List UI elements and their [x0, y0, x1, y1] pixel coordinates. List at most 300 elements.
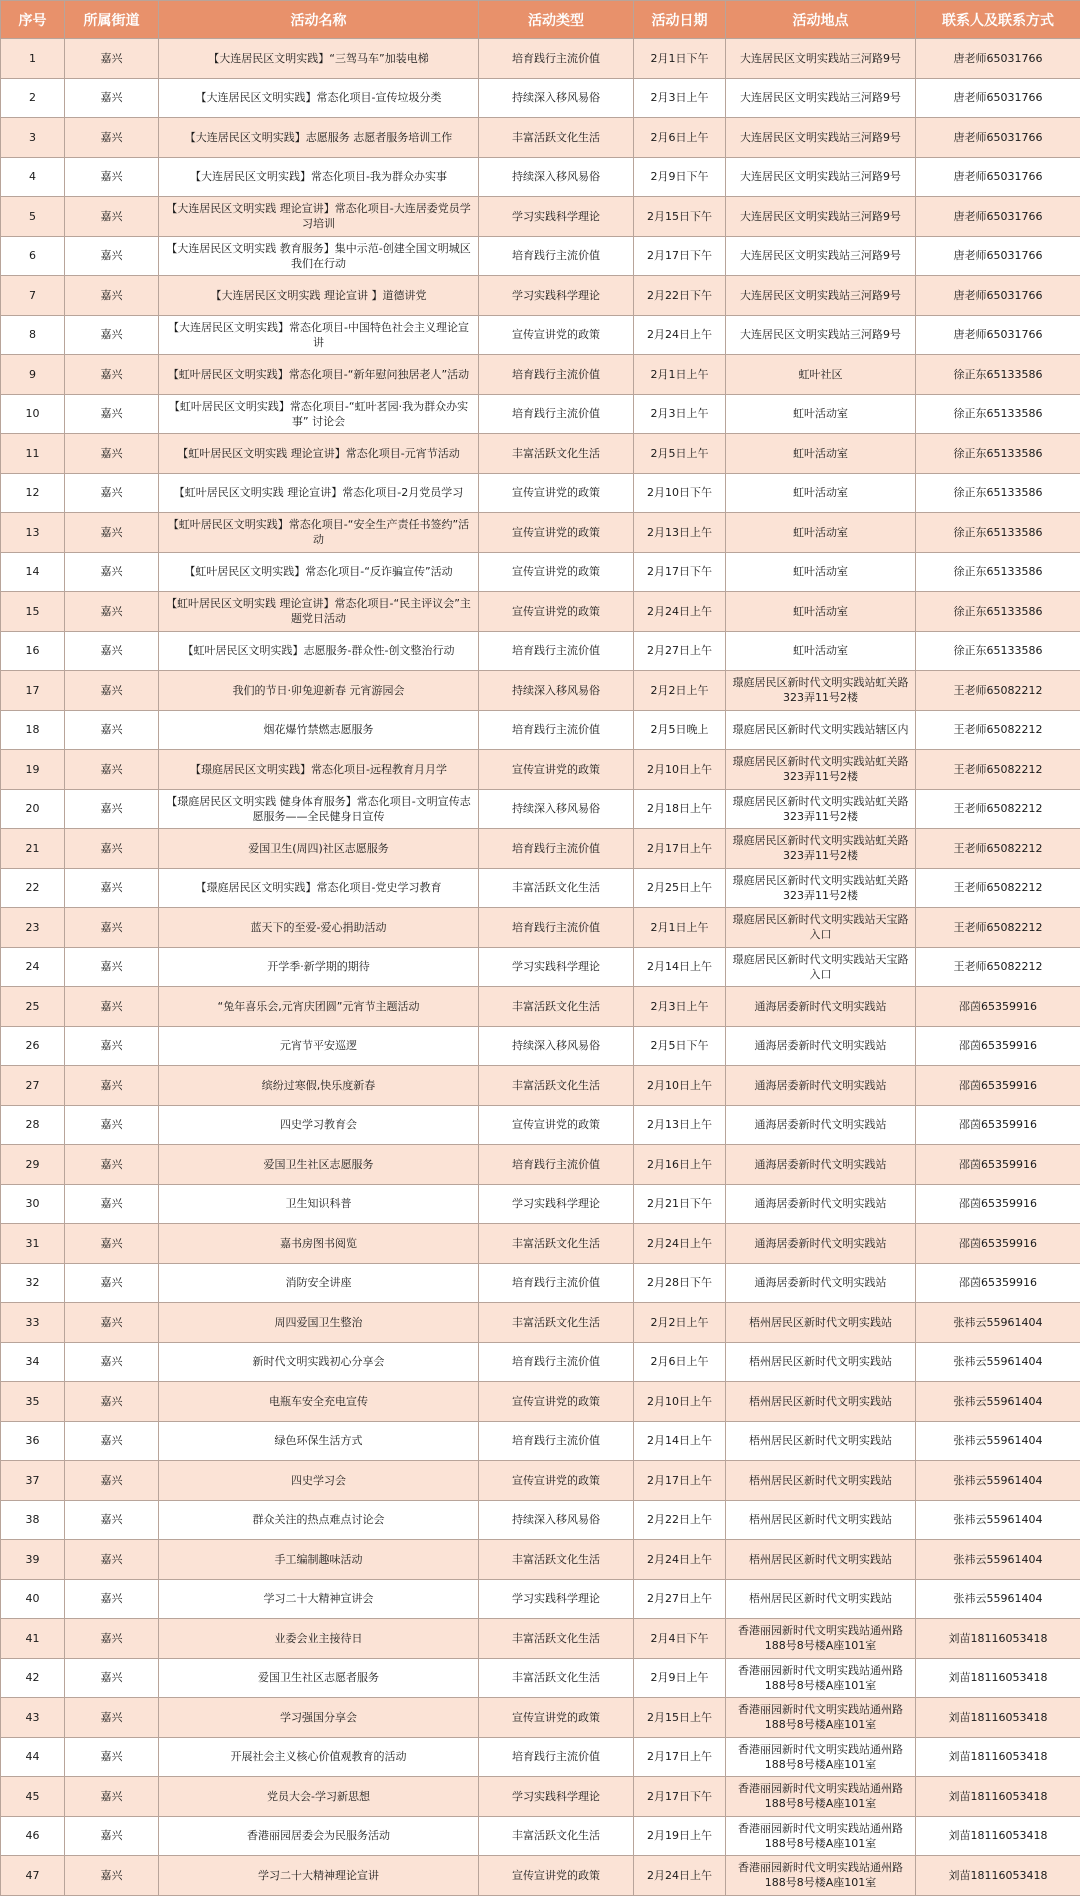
cell-index: 36 — [1, 1421, 65, 1461]
table-row — [1, 1145, 1080, 1185]
cell-activity-type: 丰富活跃文化生活 — [479, 1540, 634, 1580]
table-row — [1, 1540, 1080, 1580]
cell-activity-location: 虹叶活动室 — [726, 552, 916, 592]
cell-street: 嘉兴 — [65, 1500, 159, 1540]
cell-activity-type: 丰富活跃文化生活 — [479, 1303, 634, 1343]
table-row — [1, 1382, 1080, 1422]
cell-index: 10 — [1, 394, 65, 434]
table-row — [1, 473, 1080, 513]
table-row — [1, 1856, 1080, 1896]
cell-contact: 张祎云55961404 — [916, 1421, 1080, 1461]
cell-index: 37 — [1, 1461, 65, 1501]
header-cell-activity-type: 活动类型 — [479, 1, 634, 39]
cell-contact: 唐老师65031766 — [916, 39, 1080, 79]
cell-activity-type: 丰富活跃文化生活 — [479, 1066, 634, 1106]
cell-activity-date: 2月17日上午 — [634, 829, 726, 869]
cell-street: 嘉兴 — [65, 236, 159, 276]
cell-street: 嘉兴 — [65, 1816, 159, 1856]
cell-activity-name: 卫生知识科普 — [159, 1184, 479, 1224]
cell-activity-location: 璟庭居民区新时代文明实践站虹关路323弄11号2楼 — [726, 868, 916, 908]
header-row — [1, 1, 1080, 39]
cell-street: 嘉兴 — [65, 118, 159, 158]
cell-street: 嘉兴 — [65, 434, 159, 474]
cell-contact: 徐正东65133586 — [916, 434, 1080, 474]
cell-activity-type: 学习实践科学理论 — [479, 276, 634, 316]
table-row — [1, 1342, 1080, 1382]
cell-activity-date: 2月14日上午 — [634, 947, 726, 987]
cell-street: 嘉兴 — [65, 1658, 159, 1698]
cell-contact: 唐老师65031766 — [916, 276, 1080, 316]
cell-activity-name: 【大连居民区文明实践】志愿服务 志愿者服务培训工作 — [159, 118, 479, 158]
cell-activity-date: 2月19日上午 — [634, 1816, 726, 1856]
header-cell-activity-date: 活动日期 — [634, 1, 726, 39]
cell-activity-date: 2月2日上午 — [634, 671, 726, 711]
cell-index: 15 — [1, 592, 65, 632]
cell-activity-type: 宣传宣讲党的政策 — [479, 1856, 634, 1896]
cell-index: 35 — [1, 1382, 65, 1422]
cell-activity-type: 培育践行主流价值 — [479, 1263, 634, 1303]
cell-activity-location: 虹叶活动室 — [726, 631, 916, 671]
cell-activity-location: 香港丽园新时代文明实践站通州路188号8号楼A座101室 — [726, 1777, 916, 1817]
cell-activity-name: 四史学习教育会 — [159, 1105, 479, 1145]
cell-contact: 张祎云55961404 — [916, 1382, 1080, 1422]
cell-contact: 王老师65082212 — [916, 789, 1080, 829]
cell-activity-name: 香港丽园居委会为民服务活动 — [159, 1816, 479, 1856]
cell-activity-location: 梧州居民区新时代文明实践站 — [726, 1579, 916, 1619]
cell-contact: 唐老师65031766 — [916, 157, 1080, 197]
cell-activity-type: 丰富活跃文化生活 — [479, 1658, 634, 1698]
cell-activity-type: 丰富活跃文化生活 — [479, 434, 634, 474]
cell-activity-type: 宣传宣讲党的政策 — [479, 592, 634, 632]
cell-activity-location: 通海居委新时代文明实践站 — [726, 1263, 916, 1303]
cell-activity-date: 2月27日上午 — [634, 631, 726, 671]
cell-activity-type: 持续深入移风易俗 — [479, 1500, 634, 1540]
cell-street: 嘉兴 — [65, 908, 159, 948]
cell-activity-location: 通海居委新时代文明实践站 — [726, 1105, 916, 1145]
cell-contact: 刘苗18116053418 — [916, 1698, 1080, 1738]
cell-contact: 唐老师65031766 — [916, 236, 1080, 276]
cell-street: 嘉兴 — [65, 78, 159, 118]
cell-street: 嘉兴 — [65, 829, 159, 869]
cell-activity-type: 培育践行主流价值 — [479, 1145, 634, 1185]
cell-activity-type: 宣传宣讲党的政策 — [479, 1698, 634, 1738]
cell-activity-name: 【虹叶居民区文明实践】常态化项目-“安全生产责任书签约”活动 — [159, 513, 479, 553]
cell-activity-name: 【大连居民区文明实践】常态化项目-我为群众办实事 — [159, 157, 479, 197]
cell-activity-type: 宣传宣讲党的政策 — [479, 473, 634, 513]
cell-activity-date: 2月10日上午 — [634, 1066, 726, 1106]
cell-street: 嘉兴 — [65, 1026, 159, 1066]
cell-activity-type: 培育践行主流价值 — [479, 1421, 634, 1461]
cell-index: 44 — [1, 1737, 65, 1777]
cell-activity-location: 大连居民区文明实践站三河路9号 — [726, 118, 916, 158]
cell-index: 12 — [1, 473, 65, 513]
cell-activity-date: 2月27日上午 — [634, 1579, 726, 1619]
cell-contact: 徐正东65133586 — [916, 394, 1080, 434]
table-row — [1, 1737, 1080, 1777]
cell-index: 42 — [1, 1658, 65, 1698]
cell-contact: 王老师65082212 — [916, 908, 1080, 948]
cell-activity-type: 学习实践科学理论 — [479, 1579, 634, 1619]
cell-index: 31 — [1, 1224, 65, 1264]
header-cell-street: 所属街道 — [65, 1, 159, 39]
cell-activity-name: 【璟庭居民区文明实践 健身体育服务】常态化项目-文明宣传志愿服务——全民健身日宣传 — [159, 789, 479, 829]
cell-activity-date: 2月13日上午 — [634, 1105, 726, 1145]
cell-activity-date: 2月3日上午 — [634, 78, 726, 118]
cell-activity-type: 宣传宣讲党的政策 — [479, 750, 634, 790]
header-cell-activity-location: 活动地点 — [726, 1, 916, 39]
cell-contact: 徐正东65133586 — [916, 355, 1080, 395]
cell-activity-location: 大连居民区文明实践站三河路9号 — [726, 276, 916, 316]
cell-activity-name: 开展社会主义核心价值观教育的活动 — [159, 1737, 479, 1777]
cell-street: 嘉兴 — [65, 947, 159, 987]
cell-activity-date: 2月1日下午 — [634, 39, 726, 79]
cell-activity-date: 2月2日上午 — [634, 1303, 726, 1343]
cell-contact: 徐正东65133586 — [916, 473, 1080, 513]
cell-contact: 邵茵65359916 — [916, 1224, 1080, 1264]
cell-activity-date: 2月1日上午 — [634, 355, 726, 395]
cell-index: 26 — [1, 1026, 65, 1066]
cell-index: 38 — [1, 1500, 65, 1540]
table-row — [1, 1461, 1080, 1501]
cell-contact: 邵茵65359916 — [916, 1145, 1080, 1185]
cell-street: 嘉兴 — [65, 1224, 159, 1264]
cell-activity-location: 璟庭居民区新时代文明实践站天宝路入口 — [726, 908, 916, 948]
cell-activity-name: 【大连居民区文明实践 理论宣讲】常态化项目-大连居委党员学习培训 — [159, 197, 479, 237]
cell-activity-type: 宣传宣讲党的政策 — [479, 1461, 634, 1501]
cell-contact: 徐正东65133586 — [916, 513, 1080, 553]
cell-activity-name: 【璟庭居民区文明实践】常态化项目-党史学习教育 — [159, 868, 479, 908]
cell-activity-location: 梧州居民区新时代文明实践站 — [726, 1382, 916, 1422]
cell-activity-date: 2月24日上午 — [634, 592, 726, 632]
cell-street: 嘉兴 — [65, 1737, 159, 1777]
table-row — [1, 868, 1080, 908]
table-row — [1, 908, 1080, 948]
cell-index: 3 — [1, 118, 65, 158]
header-cell-activity-name: 活动名称 — [159, 1, 479, 39]
cell-activity-location: 虹叶活动室 — [726, 592, 916, 632]
cell-street: 嘉兴 — [65, 592, 159, 632]
cell-street: 嘉兴 — [65, 1105, 159, 1145]
table-header — [1, 1, 1080, 39]
table-row — [1, 1421, 1080, 1461]
cell-index: 4 — [1, 157, 65, 197]
cell-activity-location: 通海居委新时代文明实践站 — [726, 1145, 916, 1185]
table-row — [1, 1066, 1080, 1106]
cell-activity-date: 2月25日上午 — [634, 868, 726, 908]
cell-contact: 徐正东65133586 — [916, 552, 1080, 592]
cell-activity-type: 宣传宣讲党的政策 — [479, 1382, 634, 1422]
cell-activity-type: 丰富活跃文化生活 — [479, 118, 634, 158]
cell-activity-type: 持续深入移风易俗 — [479, 789, 634, 829]
cell-activity-date: 2月3日上午 — [634, 394, 726, 434]
cell-activity-name: 【虹叶居民区文明实践】常态化项目-“新年慰问独居老人”活动 — [159, 355, 479, 395]
cell-activity-type: 培育践行主流价值 — [479, 1342, 634, 1382]
cell-street: 嘉兴 — [65, 552, 159, 592]
table-row — [1, 513, 1080, 553]
table-row — [1, 829, 1080, 869]
cell-activity-date: 2月15日下午 — [634, 197, 726, 237]
table-row — [1, 1224, 1080, 1264]
table-row — [1, 315, 1080, 355]
cell-activity-location: 璟庭居民区新时代文明实践站虹关路323弄11号2楼 — [726, 671, 916, 711]
table-row — [1, 1500, 1080, 1540]
cell-index: 34 — [1, 1342, 65, 1382]
cell-contact: 刘苗18116053418 — [916, 1737, 1080, 1777]
cell-contact: 王老师65082212 — [916, 829, 1080, 869]
cell-activity-type: 持续深入移风易俗 — [479, 78, 634, 118]
cell-index: 47 — [1, 1856, 65, 1896]
cell-contact: 唐老师65031766 — [916, 197, 1080, 237]
cell-index: 39 — [1, 1540, 65, 1580]
cell-contact: 邵茵65359916 — [916, 1184, 1080, 1224]
table-row — [1, 1263, 1080, 1303]
cell-activity-type: 丰富活跃文化生活 — [479, 868, 634, 908]
cell-contact: 邵茵65359916 — [916, 1105, 1080, 1145]
cell-activity-location: 虹叶活动室 — [726, 513, 916, 553]
cell-street: 嘉兴 — [65, 1579, 159, 1619]
cell-activity-date: 2月5日上午 — [634, 434, 726, 474]
cell-activity-location: 大连居民区文明实践站三河路9号 — [726, 236, 916, 276]
cell-activity-location: 通海居委新时代文明实践站 — [726, 1224, 916, 1264]
cell-street: 嘉兴 — [65, 1421, 159, 1461]
cell-contact: 刘苗18116053418 — [916, 1816, 1080, 1856]
cell-street: 嘉兴 — [65, 473, 159, 513]
cell-activity-location: 梧州居民区新时代文明实践站 — [726, 1500, 916, 1540]
cell-activity-name: 【大连居民区文明实践】常态化项目-中国特色社会主义理论宣讲 — [159, 315, 479, 355]
table-row — [1, 789, 1080, 829]
cell-activity-location: 梧州居民区新时代文明实践站 — [726, 1461, 916, 1501]
cell-activity-type: 持续深入移风易俗 — [479, 671, 634, 711]
cell-activity-name: 电瓶车安全充电宣传 — [159, 1382, 479, 1422]
table-row — [1, 118, 1080, 158]
table-row — [1, 1816, 1080, 1856]
cell-index: 30 — [1, 1184, 65, 1224]
cell-activity-name: 学习二十大精神理论宣讲 — [159, 1856, 479, 1896]
cell-index: 45 — [1, 1777, 65, 1817]
cell-index: 14 — [1, 552, 65, 592]
cell-activity-date: 2月4日下午 — [634, 1619, 726, 1659]
cell-activity-name: 【璟庭居民区文明实践】常态化项目-远程教育月月学 — [159, 750, 479, 790]
cell-index: 8 — [1, 315, 65, 355]
cell-activity-name: 缤纷过寒假,快乐度新春 — [159, 1066, 479, 1106]
cell-activity-name: 【虹叶居民区文明实践 理论宣讲】常态化项目-元宵节活动 — [159, 434, 479, 474]
cell-activity-date: 2月24日上午 — [634, 1856, 726, 1896]
cell-activity-date: 2月17日上午 — [634, 1461, 726, 1501]
cell-activity-type: 学习实践科学理论 — [479, 197, 634, 237]
cell-street: 嘉兴 — [65, 315, 159, 355]
cell-activity-name: 群众关注的热点难点讨论会 — [159, 1500, 479, 1540]
cell-activity-type: 学习实践科学理论 — [479, 947, 634, 987]
cell-street: 嘉兴 — [65, 868, 159, 908]
cell-index: 43 — [1, 1698, 65, 1738]
cell-activity-name: 四史学习会 — [159, 1461, 479, 1501]
cell-activity-type: 培育践行主流价值 — [479, 236, 634, 276]
cell-contact: 王老师65082212 — [916, 710, 1080, 750]
cell-activity-location: 梧州居民区新时代文明实践站 — [726, 1303, 916, 1343]
table-row — [1, 1026, 1080, 1066]
cell-contact: 张祎云55961404 — [916, 1303, 1080, 1343]
cell-activity-type: 丰富活跃文化生活 — [479, 987, 634, 1027]
header-cell-contact: 联系人及联系方式 — [916, 1, 1080, 39]
cell-activity-name: 业委会业主接待日 — [159, 1619, 479, 1659]
cell-activity-date: 2月18日上午 — [634, 789, 726, 829]
cell-activity-type: 培育践行主流价值 — [479, 39, 634, 79]
cell-activity-type: 丰富活跃文化生活 — [479, 1816, 634, 1856]
cell-street: 嘉兴 — [65, 1382, 159, 1422]
cell-activity-location: 璟庭居民区新时代文明实践站辖区内 — [726, 710, 916, 750]
cell-index: 21 — [1, 829, 65, 869]
cell-contact: 徐正东65133586 — [916, 631, 1080, 671]
cell-index: 28 — [1, 1105, 65, 1145]
cell-activity-date: 2月24日上午 — [634, 1540, 726, 1580]
cell-activity-type: 宣传宣讲党的政策 — [479, 513, 634, 553]
table-row — [1, 39, 1080, 79]
cell-street: 嘉兴 — [65, 1619, 159, 1659]
table-row — [1, 987, 1080, 1027]
cell-activity-date: 2月17日下午 — [634, 552, 726, 592]
cell-street: 嘉兴 — [65, 1066, 159, 1106]
cell-contact: 唐老师65031766 — [916, 118, 1080, 158]
cell-street: 嘉兴 — [65, 1184, 159, 1224]
cell-activity-type: 丰富活跃文化生活 — [479, 1619, 634, 1659]
cell-street: 嘉兴 — [65, 750, 159, 790]
cell-contact: 张祎云55961404 — [916, 1500, 1080, 1540]
cell-activity-name: 爱国卫生(周四)社区志愿服务 — [159, 829, 479, 869]
cell-index: 40 — [1, 1579, 65, 1619]
cell-activity-date: 2月21日下午 — [634, 1184, 726, 1224]
cell-contact: 邵茵65359916 — [916, 987, 1080, 1027]
cell-activity-location: 璟庭居民区新时代文明实践站虹关路323弄11号2楼 — [726, 789, 916, 829]
table-row — [1, 236, 1080, 276]
cell-activity-type: 培育践行主流价值 — [479, 631, 634, 671]
cell-index: 1 — [1, 39, 65, 79]
cell-index: 5 — [1, 197, 65, 237]
cell-index: 33 — [1, 1303, 65, 1343]
cell-activity-date: 2月5日下午 — [634, 1026, 726, 1066]
table-row — [1, 1579, 1080, 1619]
cell-activity-date: 2月9日下午 — [634, 157, 726, 197]
cell-activity-name: 爱国卫生社区志愿者服务 — [159, 1658, 479, 1698]
cell-activity-location: 梧州居民区新时代文明实践站 — [726, 1342, 916, 1382]
cell-activity-type: 培育践行主流价值 — [479, 394, 634, 434]
cell-index: 24 — [1, 947, 65, 987]
cell-activity-date: 2月15日上午 — [634, 1698, 726, 1738]
cell-activity-date: 2月5日晚上 — [634, 710, 726, 750]
cell-street: 嘉兴 — [65, 1777, 159, 1817]
table-row — [1, 552, 1080, 592]
cell-activity-location: 璟庭居民区新时代文明实践站虹关路323弄11号2楼 — [726, 829, 916, 869]
cell-activity-date: 2月24日上午 — [634, 315, 726, 355]
cell-index: 16 — [1, 631, 65, 671]
cell-activity-location: 大连居民区文明实践站三河路9号 — [726, 157, 916, 197]
cell-contact: 邵茵65359916 — [916, 1263, 1080, 1303]
cell-street: 嘉兴 — [65, 513, 159, 553]
cell-street: 嘉兴 — [65, 1342, 159, 1382]
cell-contact: 刘苗18116053418 — [916, 1619, 1080, 1659]
cell-activity-date: 2月17日下午 — [634, 1777, 726, 1817]
cell-street: 嘉兴 — [65, 987, 159, 1027]
cell-activity-location: 虹叶活动室 — [726, 434, 916, 474]
table-row — [1, 592, 1080, 632]
cell-activity-name: 学习强国分享会 — [159, 1698, 479, 1738]
cell-street: 嘉兴 — [65, 1263, 159, 1303]
table-row — [1, 1619, 1080, 1659]
cell-street: 嘉兴 — [65, 394, 159, 434]
cell-activity-location: 虹叶活动室 — [726, 394, 916, 434]
cell-activity-name: 元宵节平安巡逻 — [159, 1026, 479, 1066]
cell-activity-location: 虹叶活动室 — [726, 473, 916, 513]
cell-activity-date: 2月6日上午 — [634, 118, 726, 158]
cell-activity-name: 手工编制趣味活动 — [159, 1540, 479, 1580]
cell-activity-date: 2月13日上午 — [634, 513, 726, 553]
table-row — [1, 1777, 1080, 1817]
table-row — [1, 1184, 1080, 1224]
cell-activity-location: 通海居委新时代文明实践站 — [726, 987, 916, 1027]
cell-activity-name: 【大连居民区文明实践】常态化项目-宣传垃圾分类 — [159, 78, 479, 118]
cell-activity-name: 绿色环保生活方式 — [159, 1421, 479, 1461]
table-row — [1, 947, 1080, 987]
cell-activity-date: 2月9日上午 — [634, 1658, 726, 1698]
cell-activity-name: 【虹叶居民区文明实践】常态化项目-“反诈骗宣传”活动 — [159, 552, 479, 592]
cell-contact: 王老师65082212 — [916, 947, 1080, 987]
cell-activity-type: 学习实践科学理论 — [479, 1777, 634, 1817]
cell-activity-type: 宣传宣讲党的政策 — [479, 552, 634, 592]
cell-index: 41 — [1, 1619, 65, 1659]
cell-street: 嘉兴 — [65, 1698, 159, 1738]
cell-activity-type: 学习实践科学理论 — [479, 1184, 634, 1224]
cell-activity-name: 爱国卫生社区志愿服务 — [159, 1145, 479, 1185]
cell-index: 9 — [1, 355, 65, 395]
cell-index: 23 — [1, 908, 65, 948]
cell-contact: 邵茵65359916 — [916, 1066, 1080, 1106]
cell-activity-name: 开学季·新学期的期待 — [159, 947, 479, 987]
cell-activity-name: 嘉书房图书阅览 — [159, 1224, 479, 1264]
table-row — [1, 434, 1080, 474]
cell-index: 17 — [1, 671, 65, 711]
cell-index: 22 — [1, 868, 65, 908]
cell-activity-date: 2月1日上午 — [634, 908, 726, 948]
cell-index: 7 — [1, 276, 65, 316]
table-row — [1, 1658, 1080, 1698]
table-row — [1, 394, 1080, 434]
cell-street: 嘉兴 — [65, 1540, 159, 1580]
cell-contact: 王老师65082212 — [916, 750, 1080, 790]
cell-activity-date: 2月14日上午 — [634, 1421, 726, 1461]
cell-activity-date: 2月16日上午 — [634, 1145, 726, 1185]
table-row — [1, 355, 1080, 395]
cell-activity-date: 2月22日下午 — [634, 276, 726, 316]
cell-activity-location: 大连居民区文明实践站三河路9号 — [726, 315, 916, 355]
cell-activity-location: 通海居委新时代文明实践站 — [726, 1066, 916, 1106]
cell-activity-name: 【虹叶居民区文明实践 理论宣讲】常态化项目-“民主评议会”主题党日活动 — [159, 592, 479, 632]
cell-index: 29 — [1, 1145, 65, 1185]
table-row — [1, 671, 1080, 711]
table-body — [1, 39, 1080, 1896]
cell-activity-location: 梧州居民区新时代文明实践站 — [726, 1540, 916, 1580]
cell-activity-name: 烟花爆竹禁燃志愿服务 — [159, 710, 479, 750]
cell-activity-type: 持续深入移风易俗 — [479, 1026, 634, 1066]
cell-activity-location: 璟庭居民区新时代文明实践站天宝路入口 — [726, 947, 916, 987]
cell-activity-location: 香港丽园新时代文明实践站通州路188号8号楼A座101室 — [726, 1856, 916, 1896]
cell-street: 嘉兴 — [65, 39, 159, 79]
cell-activity-location: 通海居委新时代文明实践站 — [726, 1184, 916, 1224]
cell-activity-location: 梧州居民区新时代文明实践站 — [726, 1421, 916, 1461]
cell-activity-location: 香港丽园新时代文明实践站通州路188号8号楼A座101室 — [726, 1816, 916, 1856]
cell-contact: 唐老师65031766 — [916, 78, 1080, 118]
cell-contact: 张祎云55961404 — [916, 1579, 1080, 1619]
cell-activity-location: 大连居民区文明实践站三河路9号 — [726, 197, 916, 237]
cell-activity-location: 香港丽园新时代文明实践站通州路188号8号楼A座101室 — [726, 1658, 916, 1698]
